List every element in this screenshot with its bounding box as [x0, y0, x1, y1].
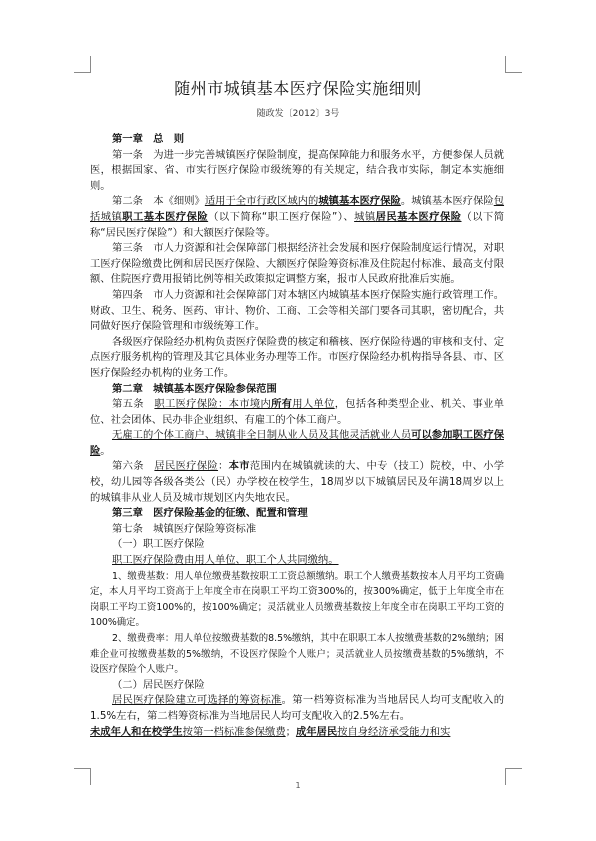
article-5: 第五条 职工医疗保险：本市境内所有用人单位，包括各种类型企业、机关、事业单位、社会团体、民办非企业组织、有雇工的个体工商户。 [90, 398, 505, 426]
crop-mark-top-right [505, 56, 522, 73]
minors-students-rule: 未成年人和在校学生按第一档标准参保缴费；成年居民按自身经济承受能力和实 [90, 725, 451, 738]
employee-contribution-rule: 职工医疗保险费由用人单位、职工个人共同缴纳。 [112, 554, 339, 567]
section-employee-insurance: （一）职工医疗保险 [112, 538, 205, 551]
article-1: 第一条 为进一步完善城镇医疗保险制度，提高保障能力和服务水平，方便参保人员就医，根据国家、省、市实行医疗保险市级统筹的有关规定，结合我市实际，制定本实施细则。 [90, 148, 504, 192]
article-4: 第四条 市人力资源和社会保障部门对本辖区内城镇基本医疗保险实施行政管理工作。财政、卫生、税务、医药、审计、物价、工商、工会等相关部门要各司其职，密切配合，共同做好医疗保险管理和市级统筹工作。 [90, 288, 504, 333]
chapter-3-heading: 第三章 医疗保险基金的征缴、配置和管理 [112, 507, 308, 520]
chapter-2-heading: 第二章 城镇基本医疗保险参保范围 [112, 382, 277, 395]
document-title: 随州市城镇基本医疗保险实施细则 [174, 79, 422, 98]
resident-funding-standard: 居民医疗保险建立可选择的筹资标准。第一档筹资标准为当地居民人均可支配收入的1.5%左右，第二档筹资标准为当地居民人均可支配收入的2.5%左右。 [90, 694, 505, 722]
section-resident-insurance: （二）居民医疗保险 [112, 678, 205, 691]
article-5-paragraph-2: 无雇工的个体工商户、城镇非全日制从业人员及其他灵活就业人员可以参加职工医疗保险。 [90, 429, 504, 457]
page-number: 1 [295, 781, 301, 790]
article-4-paragraph-2: 各级医疗保险经办机构负责医疗保险费的核定和稽核、医疗保险待遇的审核和支付、定点医疗服务机构的管理及其它具体业务办理等工作。市医疗保险经办机构指导各县、市、区医疗保险经办机构的业务工作。 [90, 335, 504, 379]
crop-mark-top-left [74, 56, 91, 73]
article-7: 第七条 城镇医疗保险筹资标准 [112, 522, 257, 535]
contribution-rate: 2、缴费费率：用人单位按缴费基数的8.5%缴纳，其中在职职工本人按缴费基数的2%缴纳；困难企业可按缴费基数的5%缴纳，不设医疗保险个人账户；灵活就业人员按缴费基数的5%缴纳，不设医疗保险个人账户。 [90, 633, 504, 676]
chapter-1-heading: 第一章 总 则 [112, 133, 185, 145]
contribution-base: 1、缴费基数：用人单位缴费基数按职工工资总额缴纳。职工个人缴费基数按本人月平均工资确定，本人月平均工资高于上年度全市在岗职工平均工资300%的，按300%确定，低于上年度全市在岗职工平均工资100%的，按100%确定；灵活就业人员缴费基数按上年度全市在岗职工平均工资的100%确定。 [90, 570, 504, 629]
article-3: 第三条 市人力资源和社会保障部门根据经济社会发展和医疗保险制度运行情况，对职工医疗保险缴费比例和居民医疗保险、大额医疗保险筹资标准及住院起付标准、最高支付限额、住院医疗费用报销比例等相关政策拟定调整方案，报市人民政府批准后实施。 [90, 242, 504, 286]
article-6: 第六条 居民医疗保险：本市范围内在城镇就读的大、中专（技工）院校，中、小学校，幼儿园等各级各类公（民）办学校在校学生，18周岁以下城镇居民及年满18周岁以上的城镇非从业人员及城市规划区内失地农民。 [90, 460, 505, 504]
article-2: 第二条 本《细则》适用于全市行政区域内的城镇基本医疗保险。城镇基本医疗保险包括城镇职工基本医疗保险（以下简称“职工医疗保险”）、城镇居民基本医疗保险（以下简称“居民医疗保险”）和大额医疗保险等。 [90, 195, 505, 239]
document-number: 随政发〔2012〕3号 [256, 109, 340, 119]
document-body [90, 132, 504, 740]
